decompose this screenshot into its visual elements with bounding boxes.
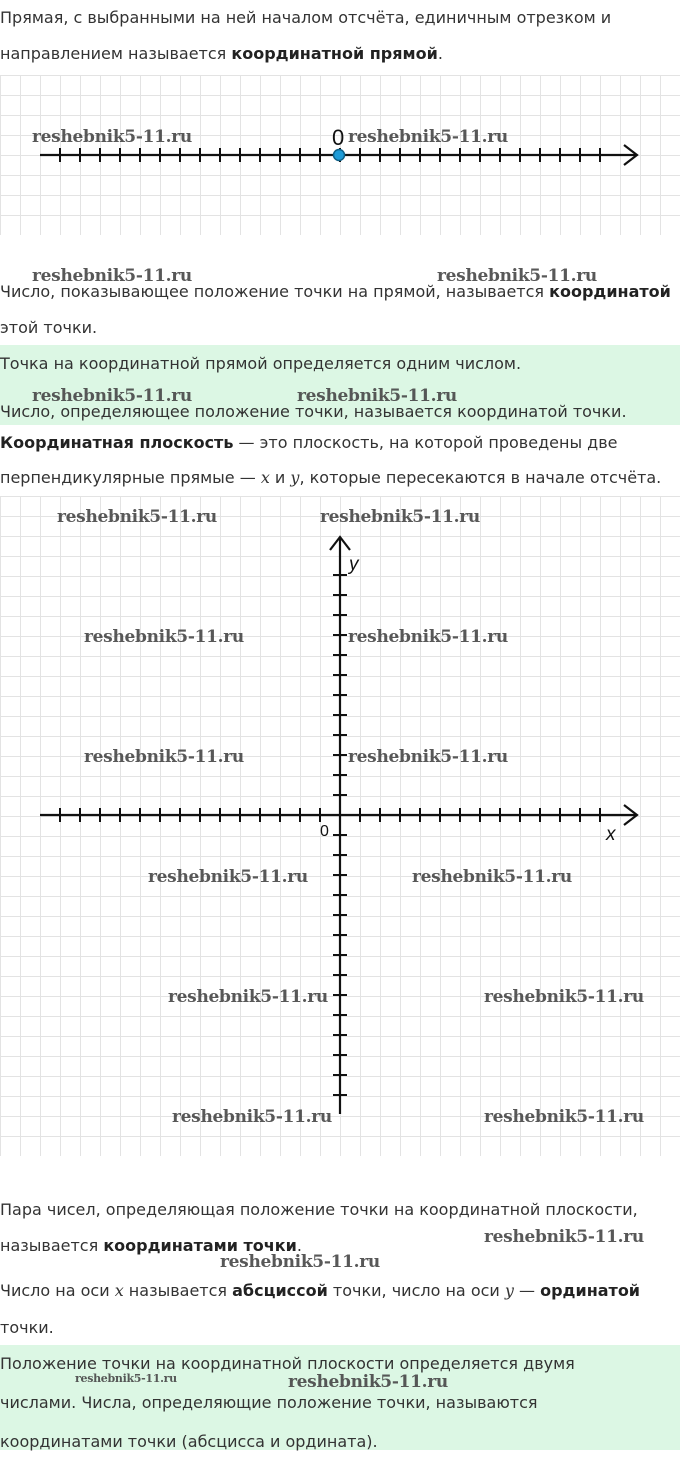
- text-fragment: называется: [123, 1281, 233, 1300]
- text-fragment: называется: [0, 1236, 104, 1255]
- paragraph-coordinate-line-definition-1: Прямая, с выбранными на ней началом отсчёта, единичным отрезком и: [0, 8, 612, 27]
- paragraph-plane-definition-1: [0, 425, 680, 461]
- watermark: reshebnik5-11.ru: [484, 1107, 644, 1127]
- watermark: reshebnik5-11.ru: [320, 507, 480, 527]
- text-fragment: направлением называется: [0, 44, 232, 63]
- text-fragment: — это плоскость, на которой проведены две: [233, 433, 618, 452]
- watermark: reshebnik5-11.ru: [148, 867, 308, 887]
- term-point-coordinates: координатами точки: [103, 1236, 297, 1255]
- number-line-figure: [0, 75, 680, 235]
- text-fragment: точки, число на оси: [327, 1281, 505, 1300]
- x-axis-label: x: [606, 824, 616, 845]
- origin-point: [334, 150, 345, 161]
- watermark: reshebnik5-11.ru: [84, 747, 244, 767]
- watermark: reshebnik5-11.ru: [75, 1372, 177, 1385]
- paragraph-plane-definition-2: [0, 460, 680, 496]
- watermark: reshebnik5-11.ru: [84, 627, 244, 647]
- watermark: reshebnik5-11.ru: [288, 1372, 448, 1392]
- text-fragment: .: [437, 44, 443, 63]
- watermark: reshebnik5-11.ru: [57, 507, 217, 527]
- paragraph-abscissa-ordinate-2: точки.: [0, 1318, 54, 1337]
- var-y: y: [290, 468, 300, 487]
- text-fragment: —: [513, 1281, 541, 1300]
- coordinate-plane-figure: [0, 496, 680, 1156]
- origin-label: 0: [332, 125, 345, 150]
- term-abscissa: абсциссой: [232, 1281, 328, 1300]
- text-fragment: , которые пересекаются в начале отсчёта.: [299, 468, 662, 487]
- watermark: reshebnik5-11.ru: [32, 386, 192, 406]
- term-coordinate-line: координатной прямой: [231, 44, 438, 63]
- watermark: reshebnik5-11.ru: [484, 1227, 644, 1247]
- text-fragment: .: [296, 1236, 302, 1255]
- watermark: reshebnik5-11.ru: [412, 867, 572, 887]
- coordinate-plane-ticks: [60, 575, 600, 1095]
- watermark: reshebnik5-11.ru: [484, 987, 644, 1007]
- text-fragment: Число на оси: [0, 1281, 115, 1300]
- watermark: reshebnik5-11.ru: [168, 987, 328, 1007]
- paragraph-coordinates-pair-1: Пара чисел, определяющая положение точки на координатной плоскости,: [0, 1200, 638, 1219]
- paragraph-abscissa-ordinate-1: [0, 1273, 680, 1309]
- watermark: reshebnik5-11.ru: [32, 266, 192, 286]
- highlight-2-line-3: координатами точки (абсцисса и ордината).: [0, 1432, 378, 1451]
- watermark: reshebnik5-11.ru: [348, 127, 508, 147]
- watermark: reshebnik5-11.ru: [437, 266, 597, 286]
- term-coordinate-plane: Координатная плоскость: [0, 433, 234, 452]
- watermark: reshebnik5-11.ru: [172, 1107, 332, 1127]
- watermark: reshebnik5-11.ru: [348, 747, 508, 767]
- highlight-2-line-1: Положение точки на координатной плоскости определяется двумя: [0, 1354, 575, 1373]
- paragraph-coordinate-line-definition-2: [0, 36, 680, 72]
- watermark: reshebnik5-11.ru: [220, 1252, 380, 1272]
- term-ordinate: ординатой: [540, 1281, 641, 1300]
- y-axis-label: y: [349, 554, 359, 575]
- text-fragment: и: [269, 468, 291, 487]
- text-fragment: перпендикулярные прямые —: [0, 468, 261, 487]
- paragraph-coordinate-definition-2: этой точки.: [0, 318, 98, 337]
- text-fragment: Число, показывающее положение точки на прямой, называется: [0, 282, 550, 301]
- watermark: reshebnik5-11.ru: [348, 627, 508, 647]
- highlight-1-line-1: Точка на координатной прямой определяется одним числом.: [0, 354, 522, 373]
- highlight-2-line-2: числами. Числа, определяющие положение точки, называются: [0, 1393, 538, 1412]
- term-coordinate: координатой: [549, 282, 671, 301]
- var-x: x: [260, 468, 270, 487]
- var-y: y: [504, 1281, 514, 1300]
- watermark: reshebnik5-11.ru: [297, 386, 457, 406]
- watermark: reshebnik5-11.ru: [32, 127, 192, 147]
- highlight-1-line-2: Число, определяющее положение точки, называется координатой точки.: [0, 402, 627, 421]
- var-x: x: [114, 1281, 124, 1300]
- plane-origin-label: 0: [320, 823, 329, 840]
